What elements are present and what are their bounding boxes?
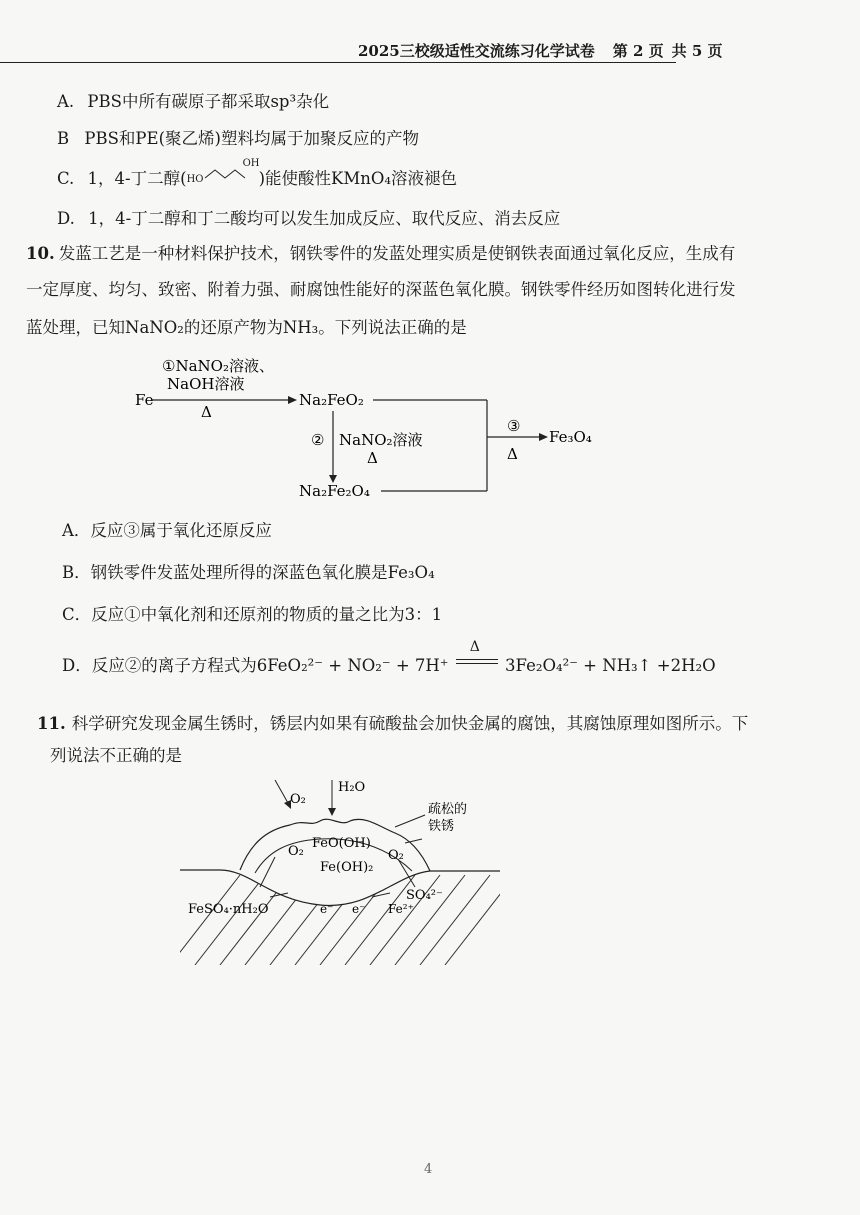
diag-step1-mid: NaOH溶液 <box>167 375 245 393</box>
label-electron-2: e⁻ <box>352 902 366 916</box>
label-loose-rust-line1: 疏松的 <box>428 802 468 817</box>
structure-oh-label: OH <box>242 158 260 169</box>
label-pointer-line <box>395 815 425 827</box>
label-o2-left: O₂ <box>288 844 304 859</box>
label-o2-right: O₂ <box>388 848 404 863</box>
arrow-left-up <box>260 857 275 887</box>
q10-option-a: A．反应③属于氧化还原反应 <box>62 521 272 540</box>
q10-option-d-rhs: 3Fe₂O₄²⁻ + NH₃↑ +2H₂O <box>505 656 716 675</box>
q10-option-d <box>62 639 716 676</box>
q9-option-a-text: PBS中所有碳原子都采取sp³杂化 <box>87 92 330 111</box>
q10-option-b: B．钢铁零件发蓝处理所得的深蓝色氧化膜是Fe₃O₄ <box>62 563 435 582</box>
q10-line1-text: 发蓝工艺是一种材料保护技术，钢铁零件的发蓝处理实质是使钢铁表面通过氧化反应，生成有 <box>58 244 736 263</box>
q10-option-c: C．反应①中氧化剂和还原剂的物质的量之比为3：1 <box>62 605 443 624</box>
arrow-h2o-head-icon <box>328 808 336 816</box>
q10-number: 10. <box>26 244 55 263</box>
arrow-step3-head-icon <box>539 433 548 441</box>
q10-stem-line1 <box>26 240 735 264</box>
q11-stem-line1 <box>37 710 748 734</box>
metal-surface <box>180 870 500 905</box>
q11-corrosion-diagram <box>180 775 510 965</box>
diag-step2-heat: Δ <box>367 449 378 467</box>
equation-double-line <box>456 659 498 664</box>
header-total: 共 5 页 <box>671 42 723 60</box>
diag-step1-top: ①NaNO₂溶液、 <box>162 357 274 375</box>
q11-number: 11. <box>37 714 66 733</box>
diag-step3-circ: ③ <box>507 417 521 435</box>
q9-option-a-label: A. <box>57 92 75 111</box>
butanediol-structure <box>186 158 260 188</box>
q9-option-d-text: 1，4-丁二醇和丁二酸均可以发生加成反应、取代反应、消去反应 <box>88 209 561 228</box>
header-rule <box>0 62 676 63</box>
equation-heat-symbol: Δ <box>469 639 480 655</box>
label-fe2-ion: Fe²⁺ <box>388 902 414 916</box>
diag-step3-heat: Δ <box>507 445 518 463</box>
q9-option-a <box>57 88 329 112</box>
q11-stem-line2: 列说法不正确的是 <box>50 746 182 765</box>
q9-option-c <box>57 158 457 192</box>
diag-fe: Fe <box>135 391 154 409</box>
label-loose-rust-line2: 铁锈 <box>428 819 455 834</box>
header-page: 第 2 页 <box>612 42 664 60</box>
label-feso4-hydrate: FeSO₄·nH₂O <box>188 902 269 917</box>
q9-option-c-label: C. <box>57 169 75 188</box>
diag-step2-reagent: NaNO₂溶液 <box>339 431 423 449</box>
label-o2-top: O₂ <box>290 792 306 807</box>
arrow-o2-in <box>275 780 288 803</box>
label-feooh: FeO(OH) <box>312 836 371 851</box>
exam-header <box>358 40 723 61</box>
q10-stem-line2: 一定厚度、均匀、致密、附着力强、耐腐蚀性能好的深蓝色氧化膜。钢铁零件经历如图转化进行发 <box>26 280 736 299</box>
diag-fe3o4: Fe₃O₄ <box>549 428 592 446</box>
arrow-right-up <box>398 859 415 887</box>
diag-na2fe2o4: Na₂Fe₂O₄ <box>299 482 370 500</box>
q10-stem-line3: 蓝处理，已知NaNO₂的还原产物为NH₃。下列说法正确的是 <box>26 318 467 337</box>
arrow-step1-head-icon <box>288 396 297 404</box>
structure-ho-label: HO <box>186 174 204 185</box>
q10-conversion-diagram <box>125 355 605 505</box>
diag-step2-circ: ② <box>311 431 325 449</box>
label-feoh2: Fe(OH)₂ <box>320 860 374 875</box>
q11-line1-text: 科学研究发现金属生锈时，锈层内如果有硫酸盐会加快金属的腐蚀，其腐蚀原理如图所示。下 <box>71 714 749 733</box>
equation-heat-arrow <box>454 639 500 673</box>
q9-option-b-text: PBS和PE(聚乙烯)塑料均属于加聚反应的产物 <box>84 129 419 148</box>
header-title: 2025三校级适性交流练习化学试卷 <box>358 42 595 60</box>
diag-step1-heat: Δ <box>201 403 212 421</box>
label-h2o-top: H₂O <box>338 780 366 795</box>
q10-option-d-lhs: D．反应②的离子方程式为6FeO₂²⁻ + NO₂⁻ + 7H⁺ <box>62 656 449 675</box>
label-electron-1: e⁻ <box>320 902 334 916</box>
label-sulfate: SO₄²⁻ <box>406 888 443 903</box>
q9-option-b <box>57 125 419 149</box>
q9-option-c-suffix: )能使酸性KMnO₄溶液褪色 <box>258 169 457 188</box>
metal-hatch <box>180 875 510 965</box>
page-number: 4 <box>424 1162 433 1177</box>
q9-option-b-label: B <box>57 129 70 148</box>
q9-option-c-prefix: 1，4-丁二醇( <box>87 169 187 188</box>
q9-option-d-label: D. <box>57 209 75 228</box>
q9-option-d <box>57 205 560 229</box>
diag-na2feo2: Na₂FeO₂ <box>299 391 364 409</box>
